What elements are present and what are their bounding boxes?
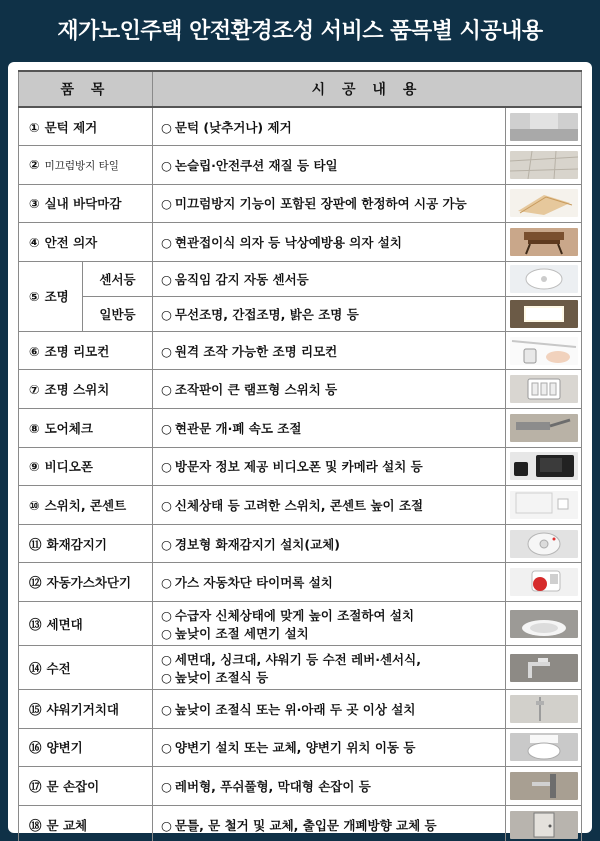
content-line xyxy=(161,738,505,756)
content-line xyxy=(161,118,505,136)
content-text: 무선조명, 간접조명, 밝은 조명 등 xyxy=(174,306,359,322)
floor-image xyxy=(510,189,578,217)
chair-image xyxy=(510,228,578,256)
item-label: 비디오폰 xyxy=(44,459,93,475)
content-line xyxy=(161,457,505,475)
bullet-icon: ○ xyxy=(161,235,172,251)
item-cell xyxy=(19,107,153,146)
thumbnail-cell xyxy=(506,602,582,646)
content-text: 양변기 설치 또는 교체, 양변기 위치 이동 등 xyxy=(174,740,416,756)
thumbnail-cell xyxy=(506,486,582,525)
content-text: 높낮이 조절 세면기 설치 xyxy=(174,625,309,641)
thumbnail-cell xyxy=(506,767,582,806)
content-text: 문틀, 문 철거 및 교체, 출입문 개폐방향 교체 등 xyxy=(174,817,437,833)
column-header-item: 품 목 xyxy=(19,71,153,107)
bullet-icon: ○ xyxy=(161,382,172,398)
content-line xyxy=(161,194,505,212)
table-body xyxy=(19,107,582,841)
item-label: 수전 xyxy=(46,660,71,676)
content-cell xyxy=(153,223,506,262)
door-closer-image xyxy=(510,414,578,442)
smoke-detector-image xyxy=(510,530,578,558)
thumbnail-cell xyxy=(506,447,582,486)
remote-image xyxy=(510,337,578,365)
content-text: 현관문 개·폐 속도 조절 xyxy=(174,420,302,436)
bullet-icon: ○ xyxy=(161,625,172,641)
table-row xyxy=(19,331,582,370)
content-cell xyxy=(153,728,506,767)
table-row xyxy=(19,146,582,185)
content-cell xyxy=(153,447,506,486)
item-cell xyxy=(19,524,153,563)
thumbnail-cell xyxy=(506,184,582,223)
item-cell xyxy=(19,602,153,646)
item-label: 미끄럼방지 타일 xyxy=(44,159,119,172)
item-cell xyxy=(19,370,153,409)
content-cell xyxy=(153,563,506,602)
thumbnail-cell xyxy=(506,524,582,563)
content-cell xyxy=(153,486,506,525)
item-label: 문 교체 xyxy=(46,817,88,833)
content-text: 가스 자동차단 타이머록 설치 xyxy=(174,575,333,591)
thumbnail-cell xyxy=(506,223,582,262)
content-line xyxy=(161,700,505,718)
bullet-icon: ○ xyxy=(161,779,172,795)
item-label: 샤워기거치대 xyxy=(46,701,119,717)
table-row xyxy=(19,370,582,409)
item-number: ⑧ xyxy=(29,420,40,436)
content-cell xyxy=(153,107,506,146)
content-cell xyxy=(153,524,506,563)
bullet-icon: ○ xyxy=(161,306,172,322)
content-cell xyxy=(153,184,506,223)
thumbnail-cell xyxy=(506,728,582,767)
switch-image xyxy=(510,375,578,403)
item-number: ⑬ xyxy=(29,616,42,632)
item-number: ② xyxy=(29,156,40,172)
content-line xyxy=(161,668,505,686)
bullet-icon: ○ xyxy=(161,498,172,514)
item-number: ⑤ xyxy=(29,289,40,305)
item-label: 스위치, 콘센트 xyxy=(44,498,127,514)
shower-image xyxy=(510,695,578,723)
content-cell xyxy=(153,261,506,296)
item-cell xyxy=(19,805,153,841)
thumbnail-cell xyxy=(506,690,582,729)
bullet-icon: ○ xyxy=(161,701,172,717)
bullet-icon: ○ xyxy=(161,196,172,212)
item-number: ⑱ xyxy=(29,817,42,833)
page-title: 재가노인주택 안전환경조성 서비스 품목별 시공내용 xyxy=(57,18,543,44)
table-row xyxy=(19,486,582,525)
table-row xyxy=(19,223,582,262)
table-header-row xyxy=(19,71,582,107)
sub-item-cell: 일반등 xyxy=(83,296,153,331)
item-cell xyxy=(19,223,153,262)
item-number: ③ xyxy=(29,196,40,212)
bullet-icon: ○ xyxy=(161,536,172,552)
gas-breaker-image xyxy=(510,568,578,596)
faucet-image xyxy=(510,654,578,682)
thumbnail-cell xyxy=(506,146,582,185)
thumbnail-cell xyxy=(506,296,582,331)
service-table xyxy=(18,70,582,841)
sink-image xyxy=(510,610,578,638)
content-cell xyxy=(153,331,506,370)
item-number: ⑰ xyxy=(29,779,42,795)
content-text: 논슬립·안전쿠션 재질 등 타일 xyxy=(174,157,338,173)
table-row xyxy=(19,261,582,296)
table-row xyxy=(19,646,582,690)
item-number: ① xyxy=(29,119,40,135)
content-panel xyxy=(8,62,592,833)
table-row xyxy=(19,296,582,331)
sub-item-cell: 센서등 xyxy=(83,261,153,296)
bullet-icon: ○ xyxy=(161,740,172,756)
toilet-image xyxy=(510,733,578,761)
table-row xyxy=(19,563,582,602)
bullet-icon: ○ xyxy=(161,651,172,667)
bullet-icon: ○ xyxy=(161,420,172,436)
content-cell xyxy=(153,767,506,806)
bullet-icon: ○ xyxy=(161,669,172,685)
item-cell xyxy=(19,767,153,806)
content-cell xyxy=(153,370,506,409)
header xyxy=(0,0,600,58)
item-cell xyxy=(19,690,153,729)
content-text: 세면대, 싱크대, 샤워기 등 수전 레버·센서식, xyxy=(174,651,421,667)
item-number: ⑥ xyxy=(29,343,40,359)
content-text: 미끄럼방지 기능이 포함된 장판에 한정하여 시공 가능 xyxy=(174,196,467,212)
thumbnail-cell xyxy=(506,646,582,690)
item-label: 조명 스위치 xyxy=(44,382,110,398)
videophone-image xyxy=(510,452,578,480)
item-number: ⑭ xyxy=(29,660,42,676)
item-label: 조명 xyxy=(44,289,69,305)
table-row xyxy=(19,524,582,563)
item-number: ⑫ xyxy=(29,575,42,591)
bullet-icon: ○ xyxy=(161,157,172,173)
thumbnail-cell xyxy=(506,331,582,370)
thumbnail-cell xyxy=(506,107,582,146)
item-label: 안전 의자 xyxy=(44,235,98,251)
content-text: 수급자 신체상태에 맞게 높이 조절하여 설치 xyxy=(174,607,415,623)
item-cell xyxy=(19,409,153,448)
table-row xyxy=(19,107,582,146)
column-header-content: 시 공 내 용 xyxy=(153,71,582,107)
item-cell xyxy=(19,646,153,690)
tile-image xyxy=(510,151,578,179)
item-cell xyxy=(19,728,153,767)
content-text: 움직임 감지 자동 센서등 xyxy=(174,271,309,287)
content-line xyxy=(161,496,505,514)
item-number: ⑪ xyxy=(29,536,42,552)
content-text: 레버형, 푸쉬풀형, 막대형 손잡이 등 xyxy=(174,779,371,795)
outlet-image xyxy=(510,491,578,519)
content-line xyxy=(161,650,505,668)
thumbnail-cell xyxy=(506,563,582,602)
content-line xyxy=(161,816,505,834)
content-line xyxy=(161,573,505,591)
item-cell xyxy=(19,563,153,602)
table-row xyxy=(19,447,582,486)
item-label: 실내 바닥마감 xyxy=(44,196,122,212)
table-row xyxy=(19,409,582,448)
item-number: ⑩ xyxy=(29,498,40,514)
item-cell xyxy=(19,146,153,185)
content-cell xyxy=(153,146,506,185)
bullet-icon: ○ xyxy=(161,343,172,359)
bullet-icon: ○ xyxy=(161,459,172,475)
content-line xyxy=(161,624,505,642)
content-line xyxy=(161,777,505,795)
thumbnail-cell xyxy=(506,805,582,841)
content-text: 원격 조작 가능한 조명 리모컨 xyxy=(174,343,338,359)
item-label: 문턱 제거 xyxy=(44,119,98,135)
item-cell xyxy=(19,261,83,331)
content-text: 높낮이 조절식 또는 위·아래 두 곳 이상 설치 xyxy=(174,701,416,717)
content-cell xyxy=(153,646,506,690)
content-text: 방문자 정보 제공 비디오폰 및 카메라 설치 등 xyxy=(174,459,423,475)
content-text: 문턱 (낮추거나) 제거 xyxy=(174,119,292,135)
bullet-icon: ○ xyxy=(161,575,172,591)
content-text: 조작판이 큰 램프형 스위치 등 xyxy=(174,382,338,398)
bullet-icon: ○ xyxy=(161,271,172,287)
content-cell xyxy=(153,805,506,841)
item-label: 조명 리모컨 xyxy=(44,343,110,359)
table-row xyxy=(19,728,582,767)
content-text: 신체상태 등 고려한 스위치, 콘센트 높이 조절 xyxy=(174,498,424,514)
item-number: ④ xyxy=(29,235,40,251)
bullet-icon: ○ xyxy=(161,817,172,833)
content-cell xyxy=(153,296,506,331)
item-number: ⑮ xyxy=(29,701,42,717)
ceiling-light-image xyxy=(510,300,578,328)
item-number: ⑯ xyxy=(29,740,42,756)
content-text: 높낮이 조절식 등 xyxy=(174,669,269,685)
content-line xyxy=(161,342,505,360)
table-row xyxy=(19,602,582,646)
item-cell xyxy=(19,184,153,223)
bullet-icon: ○ xyxy=(161,119,172,135)
item-cell xyxy=(19,331,153,370)
sensor-light-image xyxy=(510,265,578,293)
door-handle-image xyxy=(510,772,578,800)
content-text: 현관접이식 의자 등 낙상예방용 의자 설치 xyxy=(174,235,402,251)
item-number: ⑦ xyxy=(29,382,40,398)
door-image xyxy=(510,811,578,839)
item-label: 세면대 xyxy=(46,616,83,632)
thumbnail-cell xyxy=(506,409,582,448)
table-row xyxy=(19,690,582,729)
item-cell xyxy=(19,486,153,525)
content-line xyxy=(161,419,505,437)
threshold-image xyxy=(510,113,578,141)
content-cell xyxy=(153,690,506,729)
item-label: 양변기 xyxy=(46,740,83,756)
bullet-icon: ○ xyxy=(161,607,172,623)
table-row xyxy=(19,805,582,841)
item-number: ⑨ xyxy=(29,459,40,475)
item-label: 도어체크 xyxy=(44,420,93,436)
content-line xyxy=(161,380,505,398)
table-row xyxy=(19,767,582,806)
item-label: 화재감지기 xyxy=(46,536,107,552)
table-row xyxy=(19,184,582,223)
item-label: 자동가스차단기 xyxy=(46,575,132,591)
item-cell xyxy=(19,447,153,486)
content-text: 경보형 화재감지기 설치(교체) xyxy=(174,536,340,552)
content-line xyxy=(161,156,505,174)
content-cell xyxy=(153,602,506,646)
content-cell xyxy=(153,409,506,448)
content-line xyxy=(161,233,505,251)
thumbnail-cell xyxy=(506,370,582,409)
content-line xyxy=(161,606,505,624)
content-line xyxy=(161,535,505,553)
item-label: 문 손잡이 xyxy=(46,779,100,795)
thumbnail-cell xyxy=(506,261,582,296)
